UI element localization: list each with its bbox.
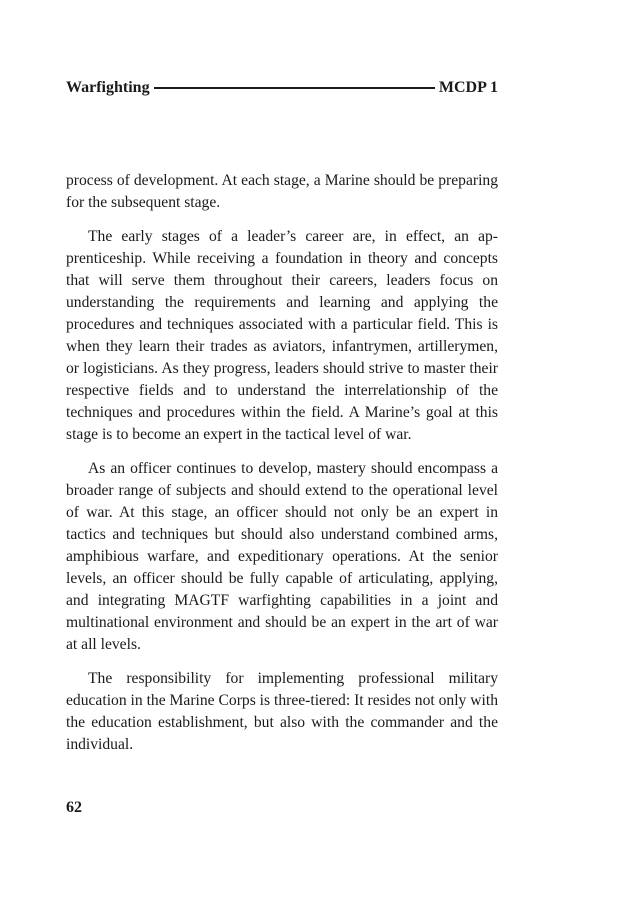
paragraph-early-stages: The early stages of a leader’s career are, in effect, an apprenticeship. While receiving a foundation in theory and concepts that will serve them throughout their careers, leaders focus on understanding the requirements and learning and applying the procedures and techniques associated with a particular field. This is when they learn their trades as aviators, infantrymen, artillerymen, or logisticians. As they progress, leaders should strive to master their respective fields and to understand the interrelationship of the techniques and procedures within the field. A Marine’s goal at this stage is to become an expert in the tactical level of war.: [66, 228, 498, 443]
paragraph-responsibility: The responsibility for implementing professional military education in the Marine Corps is three-tiered: It resides not only with the education establishment, but also with the commander and the individual.: [66, 670, 498, 753]
running-header: [66, 78, 498, 98]
paragraph-continuation: process of development. At each stage, a Marine should be preparing for the subsequent stage.: [66, 172, 498, 211]
header-rule: [154, 87, 435, 89]
body-text: [66, 170, 498, 756]
header-section-title: Warfighting: [66, 79, 150, 96]
paragraph-officer-development: As an officer continues to develop, mastery should encompass a broader range of subjects and should extend to the operational level of war. At this stage, an officer should not only be an expert in tactics and techniques but should also understand combined arms, amphibious warfare, and expeditionary operations. At the senior levels, an officer should be fully capable of articulating, applying, and integrating MAGTF warfighting capabilities in a joint and multinational environment and should be an expert in the art of war at all levels.: [66, 460, 498, 653]
header-publication-id: MCDP 1: [438, 79, 498, 96]
page-number: 62: [66, 799, 82, 816]
